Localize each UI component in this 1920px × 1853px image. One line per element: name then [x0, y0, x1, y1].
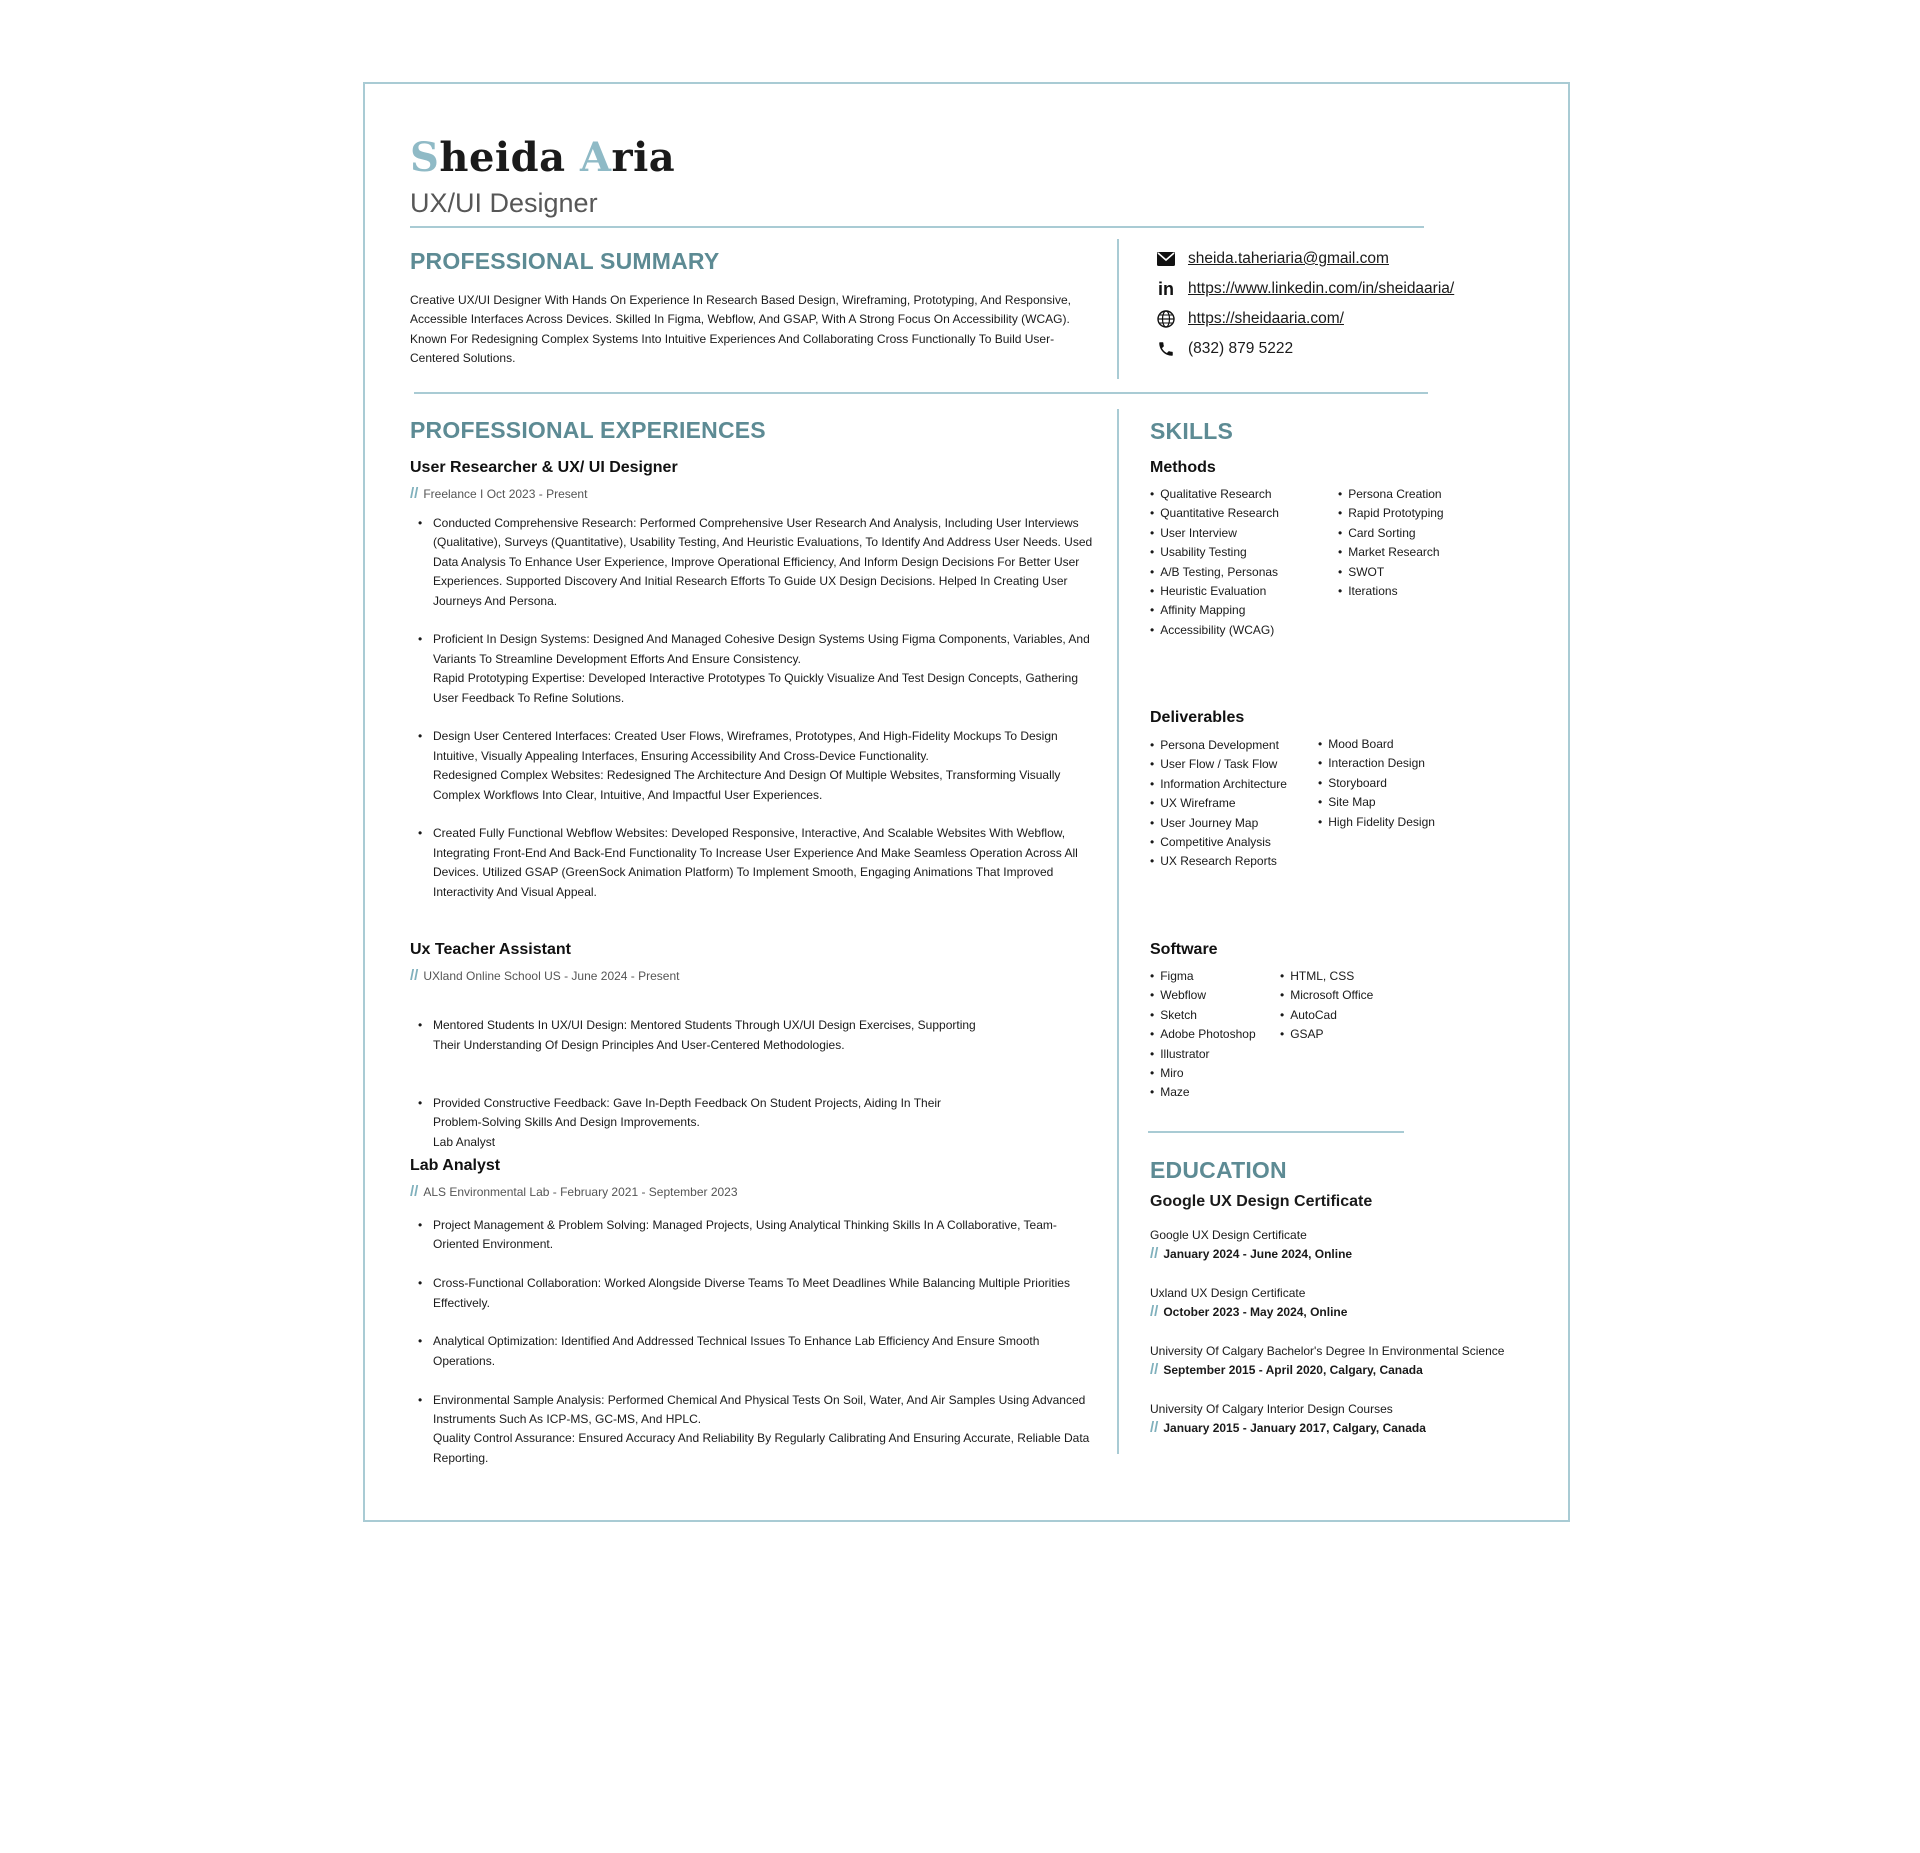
deliverables-list-col2: [1318, 735, 1435, 832]
list-item: • Qualitative Research: [1150, 485, 1279, 504]
list-item: • Cross-Functional Collaboration: Worked Alongside Diverse Teams To Meet Deadlines While Balancing Multiple Priorities Effectively.: [410, 1274, 1095, 1313]
candidate-name: Sheida Aria: [410, 134, 676, 181]
main-vertical-divider: [1117, 409, 1119, 1454]
list-item: • Maze: [1150, 1083, 1256, 1102]
contact-website[interactable]: [1155, 308, 1344, 330]
contact-phone: [1155, 338, 1293, 360]
education-date: // January 2024 - June 2024, Online: [1150, 1245, 1353, 1262]
list-item: • Adobe Photoshop: [1150, 1025, 1256, 1044]
deliverables-title: Deliverables: [1150, 709, 1245, 726]
list-item: • Card Sorting: [1338, 524, 1444, 543]
list-item: • User Interview: [1150, 524, 1279, 543]
summary-divider: [414, 392, 1428, 394]
list-item: • Persona Development: [1150, 736, 1287, 755]
list-item: • Heuristic Evaluation: [1150, 582, 1279, 601]
list-item: • Miro: [1150, 1064, 1256, 1083]
contact-linkedin[interactable]: [1155, 278, 1454, 300]
education-divider: [1148, 1131, 1404, 1133]
list-item: • High Fidelity Design: [1318, 813, 1435, 832]
education-date: // September 2015 - April 2020, Calgary, Canada: [1150, 1361, 1423, 1378]
job-meta: // Freelance I Oct 2023 - Present: [410, 485, 588, 502]
summary-text: Creative UX/UI Designer With Hands On Experience In Research Based Design, Wireframing, Prototyping, And Responsive, Accessible Interfaces Across Devices. Skilled In Figma, Webflow, And GSAP, With A Strong Focus On Accessibility (WCAG). Known For Redesigning Complex Systems Into Intuitive Experiences And Collaborating Cross Functionally To Build User-Centered Solutions.: [410, 293, 1071, 366]
resume-page: [363, 82, 1570, 1522]
email-link[interactable]: sheida.taheriaria@gmail.com: [1188, 250, 1389, 267]
list-item: • Project Management & Problem Solving: Managed Projects, Using Analytical Thinking Skills In A Collaborative, Team-Oriented Environment.: [410, 1216, 1095, 1255]
summary-heading: PROFESSIONAL SUMMARY: [410, 248, 720, 274]
job-title: User Researcher & UX/ UI Designer: [410, 459, 678, 476]
list-item: • Site Map: [1318, 793, 1435, 812]
list-item: • GSAP: [1280, 1025, 1373, 1044]
list-item: • Storyboard: [1318, 774, 1435, 793]
list-item: • Provided Constructive Feedback: Gave In-Depth Feedback On Student Projects, Aiding In Their Problem-Solving Skills And Design Improvements. Lab Analyst: [410, 1094, 1095, 1152]
education-name: University Of Calgary Interior Design Courses: [1150, 1402, 1393, 1416]
list-item: • Accessibility (WCAG): [1150, 621, 1279, 640]
phone-icon: [1155, 339, 1177, 359]
linkedin-icon: in: [1158, 278, 1174, 299]
list-item: • Persona Creation: [1338, 485, 1444, 504]
methods-list-col1: [1150, 485, 1279, 640]
software-list-col1: [1150, 967, 1256, 1103]
slash-icon: //: [1150, 1419, 1159, 1436]
methods-list-col2: [1338, 485, 1444, 601]
experience-heading: PROFESSIONAL EXPERIENCES: [410, 417, 766, 443]
list-item: • Competitive Analysis: [1150, 833, 1287, 852]
list-item: • Sketch: [1150, 1006, 1256, 1025]
list-item: • Mentored Students In UX/UI Design: Mentored Students Through UX/UI Design Exercises, Supporting Their Understanding Of Design Principles And User-Centered Methodologies.: [410, 1016, 1095, 1055]
education-date: // January 2015 - January 2017, Calgary, Canada: [1150, 1419, 1426, 1436]
slash-icon: //: [1150, 1245, 1159, 1262]
job-bullets: [410, 514, 1095, 921]
list-item: • Microsoft Office: [1280, 986, 1373, 1005]
list-item: • Proficient In Design Systems: Designed And Managed Cohesive Design Systems Using Figma Components, Variables, And Variants To Streamline Development Efforts And Ensure Consistency. Rapid Prototyping Expertise: Developed Interactive Prototypes To Quickly Visualize And Test Design Concepts, Gathering User Feedback To Refine Solutions.: [410, 630, 1095, 708]
slash-icon: //: [410, 485, 419, 502]
summary-vertical-divider: [1117, 239, 1119, 379]
website-link[interactable]: https://sheidaaria.com/: [1188, 310, 1344, 327]
list-item: • Usability Testing: [1150, 543, 1279, 562]
list-item: • Rapid Prototyping: [1338, 504, 1444, 523]
software-title: Software: [1150, 941, 1218, 958]
list-item: • Figma: [1150, 967, 1256, 986]
list-item: • Conducted Comprehensive Research: Performed Comprehensive User Research And Analysis, Including User Interviews (Qualitative), Surveys (Quantitative), Usability Testing, And Heuristic Evaluations, To Identify And Address User Needs. Used Data Analysis To Enhance User Experience, Improve Operational Efficiency, And Inform Design Decisions For Better User Experiences. Supported Discovery And Initial Research Efforts To Guide UX Design Decisions. Helped In Creating User Journeys And Persona.: [410, 514, 1095, 611]
slash-icon: //: [410, 967, 419, 984]
list-item: • UX Wireframe: [1150, 794, 1287, 813]
list-item: • SWOT: [1338, 563, 1444, 582]
contact-email[interactable]: [1155, 248, 1389, 270]
skills-heading: SKILLS: [1150, 418, 1233, 444]
featured-certificate: Google UX Design Certificate: [1150, 1193, 1373, 1210]
job-meta: // ALS Environmental Lab - February 2021 - September 2023: [410, 1183, 738, 1200]
education-name: Uxland UX Design Certificate: [1150, 1286, 1306, 1300]
software-list-col2: [1280, 967, 1373, 1045]
slash-icon: //: [1150, 1361, 1159, 1378]
list-item: • Analytical Optimization: Identified And Addressed Technical Issues To Enhance Lab Efficiency And Ensure Smooth Operations.: [410, 1332, 1095, 1371]
globe-icon: [1155, 309, 1177, 329]
slash-icon: //: [1150, 1303, 1159, 1320]
list-item: • UX Research Reports: [1150, 852, 1287, 871]
list-item: • AutoCad: [1280, 1006, 1373, 1025]
list-item: • Quantitative Research: [1150, 504, 1279, 523]
list-item: • User Journey Map: [1150, 814, 1287, 833]
list-item: • Market Research: [1338, 543, 1444, 562]
education-date: // October 2023 - May 2024, Online: [1150, 1303, 1348, 1320]
mail-icon: [1155, 249, 1177, 269]
header-divider: [410, 226, 1424, 228]
education-name: Google UX Design Certificate: [1150, 1228, 1307, 1242]
list-item: • Created Fully Functional Webflow Websites: Developed Responsive, Interactive, And Scalable Websites With Webflow, Integrating Front-End And Back-End Functionality To Increase User Experience And Make Seamless Operation Across All Devices. Utilized GSAP (GreenSock Animation Platform) To Implement Smooth, Engaging Animations That Improved Interactivity And Visual Appeal.: [410, 824, 1095, 902]
list-item: • Mood Board: [1318, 735, 1435, 754]
list-item: • Affinity Mapping: [1150, 601, 1279, 620]
job-meta: // UXland Online School US - June 2024 - Present: [410, 967, 680, 984]
job-title: Ux Teacher Assistant: [410, 941, 571, 958]
job-title: Lab Analyst: [410, 1157, 501, 1174]
list-item: • Webflow: [1150, 986, 1256, 1005]
list-item: • HTML, CSS: [1280, 967, 1373, 986]
list-item: • Design User Centered Interfaces: Created User Flows, Wireframes, Prototypes, And High-Fidelity Mockups To Design Intuitive, Visually Appealing Interfaces, Ensuring Accessibility And Cross-Device Functionality. Redesigned Complex Websites: Redesigned The Architecture And Design Of Multiple Websites, Transforming Visually Complex Workflows Into Clear, Intuitive, And Impactful User Experiences.: [410, 727, 1095, 805]
phone-number: (832) 879 5222: [1188, 340, 1294, 357]
deliverables-list-col1: [1150, 736, 1287, 872]
methods-title: Methods: [1150, 459, 1216, 476]
education-name: University Of Calgary Bachelor's Degree In Environmental Science: [1150, 1344, 1505, 1358]
job-role: UX/UI Designer: [410, 188, 598, 218]
list-item: • A/B Testing, Personas: [1150, 563, 1279, 582]
list-item: • User Flow / Task Flow: [1150, 755, 1287, 774]
list-item: • Interaction Design: [1318, 754, 1435, 773]
list-item: • Environmental Sample Analysis: Performed Chemical And Physical Tests On Soil, Water, And Air Samples Using Advanced Instruments Such As ICP-MS, GC-MS, And HPLC. Quality Control Assurance: Ensured Accuracy And Reliability By Regularly Calibrating And Ensuring Accurate, Reliable Data Reporting.: [410, 1391, 1095, 1469]
list-item: • Information Architecture: [1150, 775, 1287, 794]
list-item: • Illustrator: [1150, 1045, 1256, 1064]
linkedin-link[interactable]: https://www.linkedin.com/in/sheidaaria/: [1188, 280, 1455, 297]
slash-icon: //: [410, 1183, 419, 1200]
list-item: • Iterations: [1338, 582, 1444, 601]
job-bullets: [410, 997, 1095, 1191]
education-heading: EDUCATION: [1150, 1157, 1287, 1183]
job-bullets: [410, 1216, 1095, 1488]
